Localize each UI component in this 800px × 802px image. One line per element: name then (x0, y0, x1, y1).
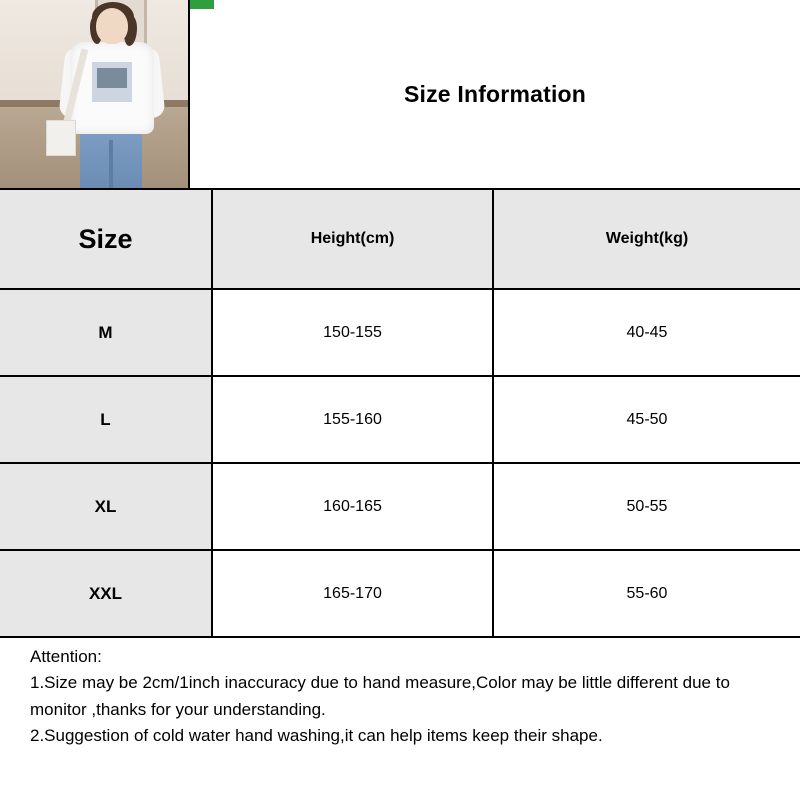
column-header-weight: Weight(kg) (493, 190, 800, 289)
attention-note-1: 1.Size may be 2cm/1inch inaccuracy due to hand measure,Color may be little different due to monitor ,thanks for your understanding. (30, 673, 735, 719)
photo-shirt-print (92, 62, 132, 102)
cell-height: 165-170 (212, 550, 493, 637)
cell-height: 155-160 (212, 376, 493, 463)
cell-height: 150-155 (212, 289, 493, 376)
table-header-row (0, 190, 800, 289)
cell-weight: 40-45 (493, 289, 800, 376)
column-header-height: Height(cm) (212, 190, 493, 289)
cell-weight: 45-50 (493, 376, 800, 463)
size-table (0, 190, 800, 638)
cell-size: XL (0, 463, 212, 550)
attention-note-2: 2.Suggestion of cold water hand washing,it can help items keep their shape. (30, 726, 603, 746)
cell-weight: 55-60 (493, 550, 800, 637)
photo-handbag (46, 120, 76, 156)
product-photo (0, 0, 190, 190)
cell-size: XXL (0, 550, 212, 637)
attention-block (0, 638, 800, 802)
page-title: Size Information (403, 80, 587, 107)
header-row (0, 0, 800, 190)
attention-heading: Attention: (30, 647, 102, 666)
cell-height: 160-165 (212, 463, 493, 550)
green-marker (190, 0, 214, 9)
photo-jeans-seam (109, 140, 113, 190)
table-row (0, 550, 800, 637)
cell-weight: 50-55 (493, 463, 800, 550)
photo-face (96, 8, 128, 44)
table-row (0, 289, 800, 376)
table-row (0, 376, 800, 463)
column-header-size: Size (0, 190, 212, 289)
cell-size: M (0, 289, 212, 376)
title-cell (190, 0, 800, 190)
table-row (0, 463, 800, 550)
cell-size: L (0, 376, 212, 463)
